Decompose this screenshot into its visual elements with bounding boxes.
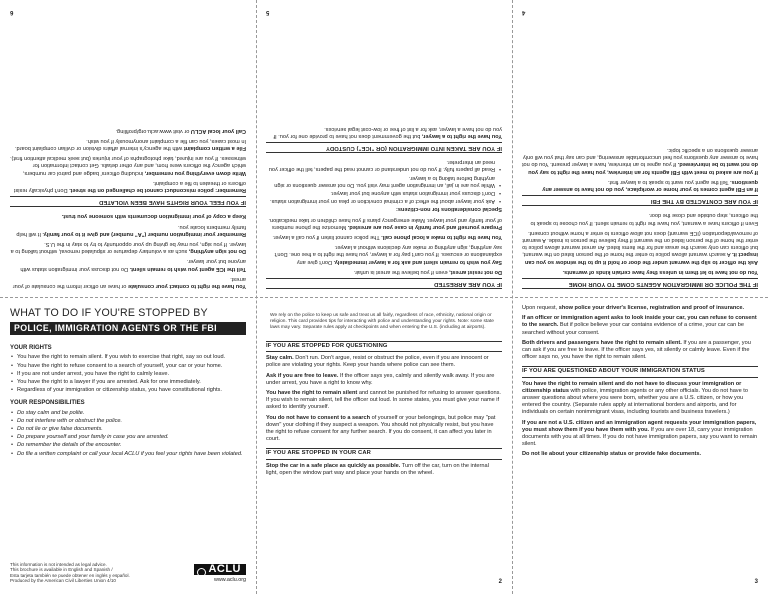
page-number: 2 <box>498 578 502 585</box>
home-heading: IF THE POLICE OR IMMIGRATION AGENTS COME TO YOUR HOME <box>522 278 758 289</box>
responsibilities-list <box>10 410 246 458</box>
aclu-logo-mark: ACLU <box>194 564 246 575</box>
cover-banner: POLICE, IMMIGRATION AGENTS OR THE FBI <box>10 322 246 335</box>
page-number: 4 <box>522 9 526 16</box>
consulate-heading: You have the right to contact your consulate <box>127 283 246 289</box>
page-number: 6 <box>10 9 14 16</box>
aclu-url: www.aclu.org <box>213 576 246 583</box>
panel-page-3: Upon request, show police your driver's license, registration and proof of insurance. If an officer or immigration agent asks to look inside your car, you can refuse to consent to the search. But if police believe your car contains evidence of a crime, your car can be searched without your consent. Both drivers and passengers have the right to remain silent. If you are a passenger, you can ask if you are free to leave. If the officer says yes, sit silently or calmly leave. Even if the officer says no, you have the right to remain silent. IF YOU ARE QUESTIONED ABOUT YOUR IMMIGRATION STATUS You have the right to remain silent and do not have to discuss your immigration or citizenship status with police, immigration agents or any other officials. You do not have to answer questions about where you were born, whether you are a U.S. citizen, or how you entered the country. (Separate rules apply at international borders and airports, and for individuals on certain nonimmigrant visas, including tourists and business travelers.) If you are not a U.S. citizen and an immigration agent requests your immigration papers, you must show them if you have them with you. If you are over 18, carry your immigration documents with you at all times. If you do not have immigration papers, say you want to remain silent. Do not lie about your citizenship status or provide fake documents. 3 <box>522 305 758 585</box>
footer-notes: This information is not intended as legal advice. This brochure is available in English and Spanish / Esta tarjeta también se puede obtener en inglés y español. Produced by the American Civil Liberties Union 4/10 <box>10 561 130 584</box>
list-item: • You have the right to a lawyer if you are arrested. Ask for one immediately. <box>10 379 246 386</box>
list-item: • Ask your lawyer about the effect of a criminal conviction or plea on your immigration status. <box>266 197 502 204</box>
list-item: • While you are in jail, an immigration agent may visit you. Do not answer questions or sign anything before talking to a lawyer. <box>266 173 502 187</box>
list-item: • If you are not under arrest, you have the right to calmly leave. <box>10 371 246 378</box>
panel-page-4: IF THE POLICE OR IMMIGRATION AGENTS COME TO YOUR HOME You do not have to let them in unless they have certain kinds of warrants. Ask the officer to slip the warrant under the door or hold it up to the window so you can inspect it. A search warrant allows police to enter the home of the person listed on the warrant, but officers can only search the areas and for the items listed. An arrest warrant allows police to enter the home of the person listed on the warrant if they believe the person is inside. A warrant of removal/deportation (ICE warrant) does not allow officers to enter a home without consent. Even if officers have a warrant, you have the right to remain silent. If you choose to speak to the officers, step outside and close the door. IF YOU ARE CONTACTED BY THE FBI If an FBI agent comes to your home or workplace, you do not have to answer any questions. Tell the agent you want to speak to a lawyer first. If you are asked to meet with FBI agents for an interview, you have the right to say you do not want to be interviewed. If you agree to an interview, have a lawyer present. You do not have to answer any questions you feel uncomfortable answering, and can say that you will only answer questions on a specific topic. 4 <box>522 9 758 287</box>
list-item: • Do remember the details of the encounter. <box>10 442 246 449</box>
noncitizen-list <box>266 158 502 204</box>
aclu-logo <box>184 564 246 584</box>
list-item: • You have the right to remain silent. If you wish to exercise that right, say so out loud. <box>10 354 246 361</box>
cover-title: WHAT TO DO IF YOU'RE STOPPED BY <box>10 307 208 319</box>
list-item: • Don't discuss your immigration status with anyone but your lawyer. <box>266 189 502 196</box>
page-number: 3 <box>754 578 758 585</box>
responsibilities-heading: YOUR RESPONSIBILITIES <box>10 400 85 407</box>
list-item: • You have the right to refuse consent to a search of yourself, your car or your home. <box>10 363 246 370</box>
list-item: • Do stay calm and be polite. <box>10 410 246 417</box>
list-item: • Do not interfere with or obstruct the police. <box>10 418 246 425</box>
questioning-heading: IF YOU ARE STOPPED FOR QUESTIONING <box>266 341 502 352</box>
panel-page-2: We rely on the police to keep us safe and treat us all fairly, regardless of race, ethnicity, national origin or religion. This card provides tips for interacting with police and understanding your rights. Note: some state laws may vary. Separate rules apply at checkpoints and when entering the U.S. (including at airports). IF YOU ARE STOPPED FOR QUESTIONING Stay calm. Don't run. Don't argue, resist or obstruct the police, even if you are innocent or police are violating your rights. Keep your hands where police can see them. Ask if you are free to leave. If the officer says yes, calmly and silently walk away. If you are under arrest, you have a right to know why. You have the right to remain silent and cannot be punished for refusing to answer questions. If you wish to remain silent, tell the officer out loud. In some states, you must give your name if asked to identify yourself. You do not have to consent to a search of yourself or your belongings, but police may "pat down" your clothing if they suspect a weapon. You should not physically resist, but you have the right to refuse consent for any further search. If you do consent, it can affect you later in court. IF YOU ARE STOPPED IN YOUR CAR Stop the car in a safe place as quickly as possible. Turn off the car, turn on the internal light, open the window part way and place your hands on the wheel. 2 <box>266 313 502 585</box>
intro-text: We rely on the police to keep us safe and treat us all fairly, regardless of race, ethnicity, national origin or religion. This card provides tips for interacting with police and understanding your rights. Note: some state laws may vary. Separate rules apply at checkpoints and when entering the U.S. (including at airports). <box>270 313 494 330</box>
panel-cover <box>0 297 256 594</box>
ice-custody-heading: IF YOU ARE TAKEN INTO IMMIGRATION (OR "ICE") CUSTODY <box>266 142 502 153</box>
list-item: • Do file a written complaint or call your local ACLU if you feel your rights have been violated. <box>10 451 246 458</box>
list-item: • Do prepare yourself and your family in case you are arrested. <box>10 434 246 441</box>
list-item: • Regardless of your immigration or citizenship status, you have constitutional rights. <box>10 387 246 394</box>
rights-list <box>10 354 246 394</box>
list-item: • Do not lie or give false documents. <box>10 426 246 433</box>
car-heading: IF YOU ARE STOPPED IN YOUR CAR <box>266 448 502 459</box>
page-number: 5 <box>266 9 270 16</box>
immigration-status-heading: IF YOU ARE QUESTIONED ABOUT YOUR IMMIGRATION STATUS <box>522 366 758 377</box>
rights-violated-heading: IF YOU FEEL YOUR RIGHTS HAVE BEEN VIOLATED <box>10 196 246 207</box>
panel-page-6: You have the right to contact your consulate or have an officer inform the consulate of your arrest. Tell the ICE agent you wish to remain silent. Do not discuss your immigration status with anyone but your lawyer. Do not sign anything, such as a voluntary departure or stipulated removal, without talking to a lawyer. If you sign, you may be giving up your opportunity to try to stay in the U.S. Remember your immigration number ("A" number) and give it to your family. It will help family members locate you. Keep a copy of your immigration documents with someone you trust. IF YOU FEEL YOUR RIGHTS HAVE BEEN VIOLATED Remember: police misconduct cannot be challenged on the street. Don't physically resist officers or threaten to file a complaint. Write down everything you remember, including officers' badge and patrol car numbers, which agency the officers were from, and any other details. Get contact information for witnesses. If you are injured, take photographs of your injuries (but seek medical attention first). File a written complaint with the agency's internal affairs division or civilian complaint board. In most cases, you can file a complaint anonymously if you wish. Call your local ACLU or visit www.aclu.org/profiling. 6 <box>10 9 246 289</box>
fbi-heading: IF YOU ARE CONTACTED BY THE FBI <box>522 195 758 206</box>
list-item: • Read all papers fully. If you do not understand or cannot read the papers, tell the officer you need an interpreter. <box>266 158 502 172</box>
arrested-heading: IF YOU ARE ARRESTED <box>266 278 502 289</box>
rights-heading: YOUR RIGHTS <box>10 345 52 352</box>
panel-page-5: IF YOU ARE ARRESTED Do not resist arrest, even if you believe the arrest is unfair. Say you wish to remain silent and ask for a lawyer immediately. Don't give any explanations or excuses. If you can't pay for a lawyer, you have the right to a free one. Don't say anything, sign anything or make any decisions without a lawyer. You have the right to make a local phone call. The police cannot listen if you call a lawyer. Prepare yourself and your family in case you are arrested. Memorize the phone numbers of your family and your lawyer. Make emergency plans if you have children or take medication. Special considerations for non-citizens: • Ask your lawyer about the effect of a criminal conviction or plea on your immigration status. • Don't discuss your immigration status with anyone but your lawyer. • While you are in jail, an immigration agent may visit you. Do not answer questions or sign anything before talking to a lawyer. • Read all papers fully. If you do not understand or cannot read the papers, tell the officer you need an interpreter. IF YOU ARE TAKEN INTO IMMIGRATION (OR "ICE") CUSTODY You have the right to a lawyer, but the government does not have to provide one for you. If you do not have a lawyer, ask for a list of free or low-cost legal services. 5 <box>256 0 512 297</box>
